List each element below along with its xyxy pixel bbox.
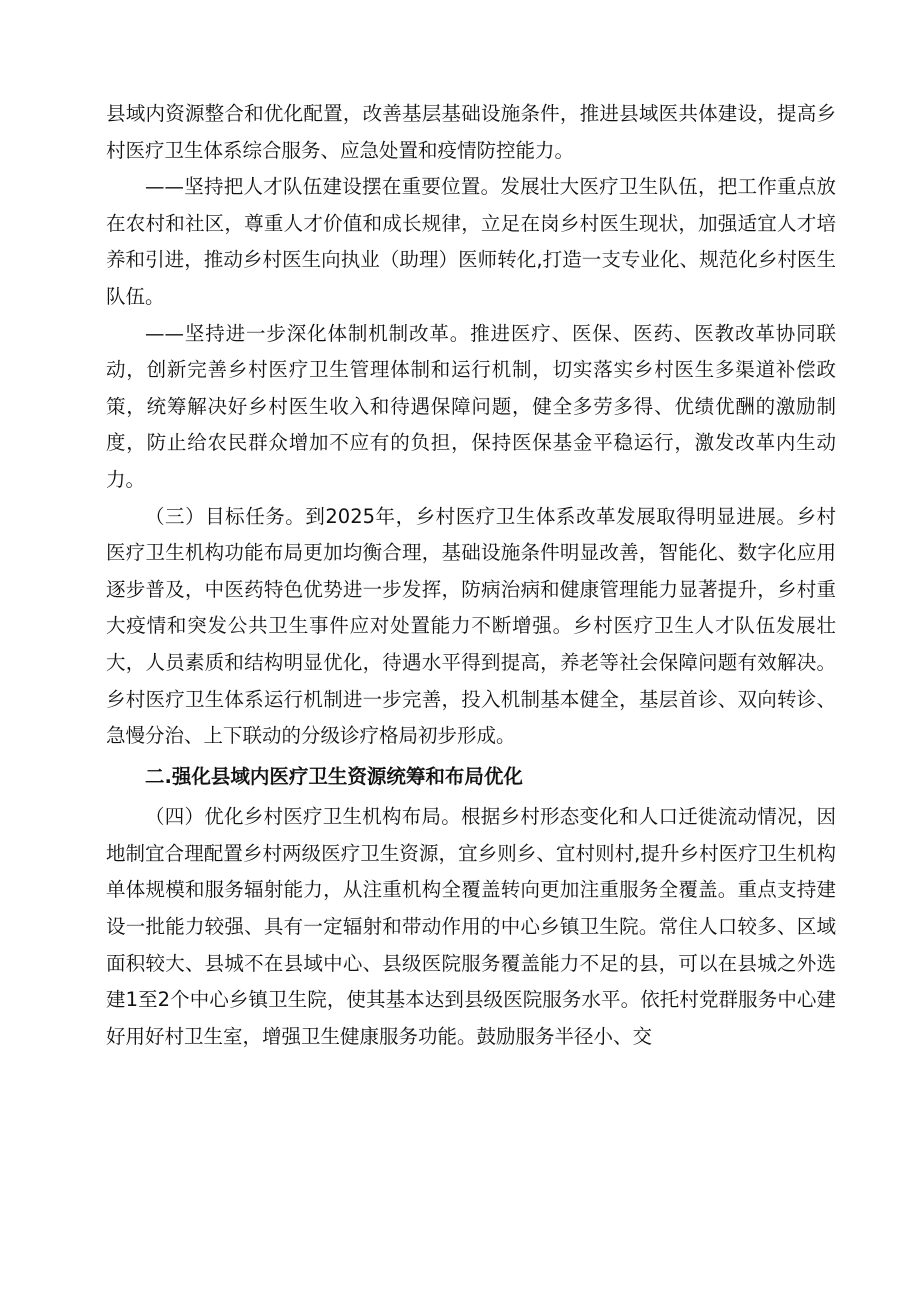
paragraph-talent-team: ——坚持把人才队伍建设摆在重要位置。发展壮大医疗卫生队伍，把工作重点放在农村和社区，尊重人才价值和成长规律，立足在岗乡村医生现状，加强适宜人才培养和引进，推动乡村医生向执业（助理）医师转化,打造一支专业化、规范化乡村医生队伍。 [106, 175, 836, 308]
paragraph-system-reform: ——坚持进一步深化体制机制改革。推进医疗、医保、医药、医教改革协同联动，创新完善乡村医疗卫生管理体制和运行机制，切实落实乡村医生多渠道补偿政策，统筹解决好乡村医生收入和待遇保障问题，健全多劳多得、优绩优酬的激励制度，防止给农民群众增加不应有的负担，保持医保基金平稳运行，激发改革内生动力。 [106, 321, 836, 491]
paragraph-continuation: 县域内资源整合和优化配置，改善基层基础设施条件，推进县域医共体建设，提高乡村医疗卫生体系综合服务、应急处置和疫情防控能力。 [106, 102, 836, 162]
document-page [106, 96, 836, 1055]
paragraph-layout-optimization: （四）优化乡村医疗卫生机构布局。根据乡村形态变化和人口迁徙流动情况，因地制宜合理配置乡村两级医疗卫生资源，宜乡则乡、宜村则村,提升乡村医疗卫生机构单体规模和服务辐射能力，从注重机构全覆盖转向更加注重服务全覆盖。重点支持建设一批能力较强、具有一定辐射和带动作用的中心乡镇卫生院。常住人口较多、区域面积较大、县城不在县域中心、县级医院服务覆盖能力不足的县，可以在县城之外选建1至2个中心乡镇卫生院，使其基本达到县级医院服务水平。依托村党群服务中心建好用好村卫生室，增强卫生健康服务功能。鼓励服务半径小、交 [106, 805, 836, 1048]
section-heading: 二.强化县域内医疗卫生资源统筹和布局优化 [145, 764, 523, 788]
paragraph-target-tasks: （三）目标任务。到2025年，乡村医疗卫生体系改革发展取得明显进展。乡村医疗卫生机构功能布局更加均衡合理，基础设施条件明显改善，智能化、数字化应用逐步普及，中医药特色优势进一步发挥，防病治病和健康管理能力显著提升，乡村重大疫情和突发公共卫生事件应对处置能力不断增强。乡村医疗卫生人才队伍发展壮大，人员素质和结构明显优化，待遇水平得到提高，养老等社会保障问题有效解决。乡村医疗卫生体系运行机制进一步完善，投入机制基本健全，基层首诊、双向转诊、急慢分治、上下联动的分级诊疗格局初步形成。 [106, 504, 836, 748]
